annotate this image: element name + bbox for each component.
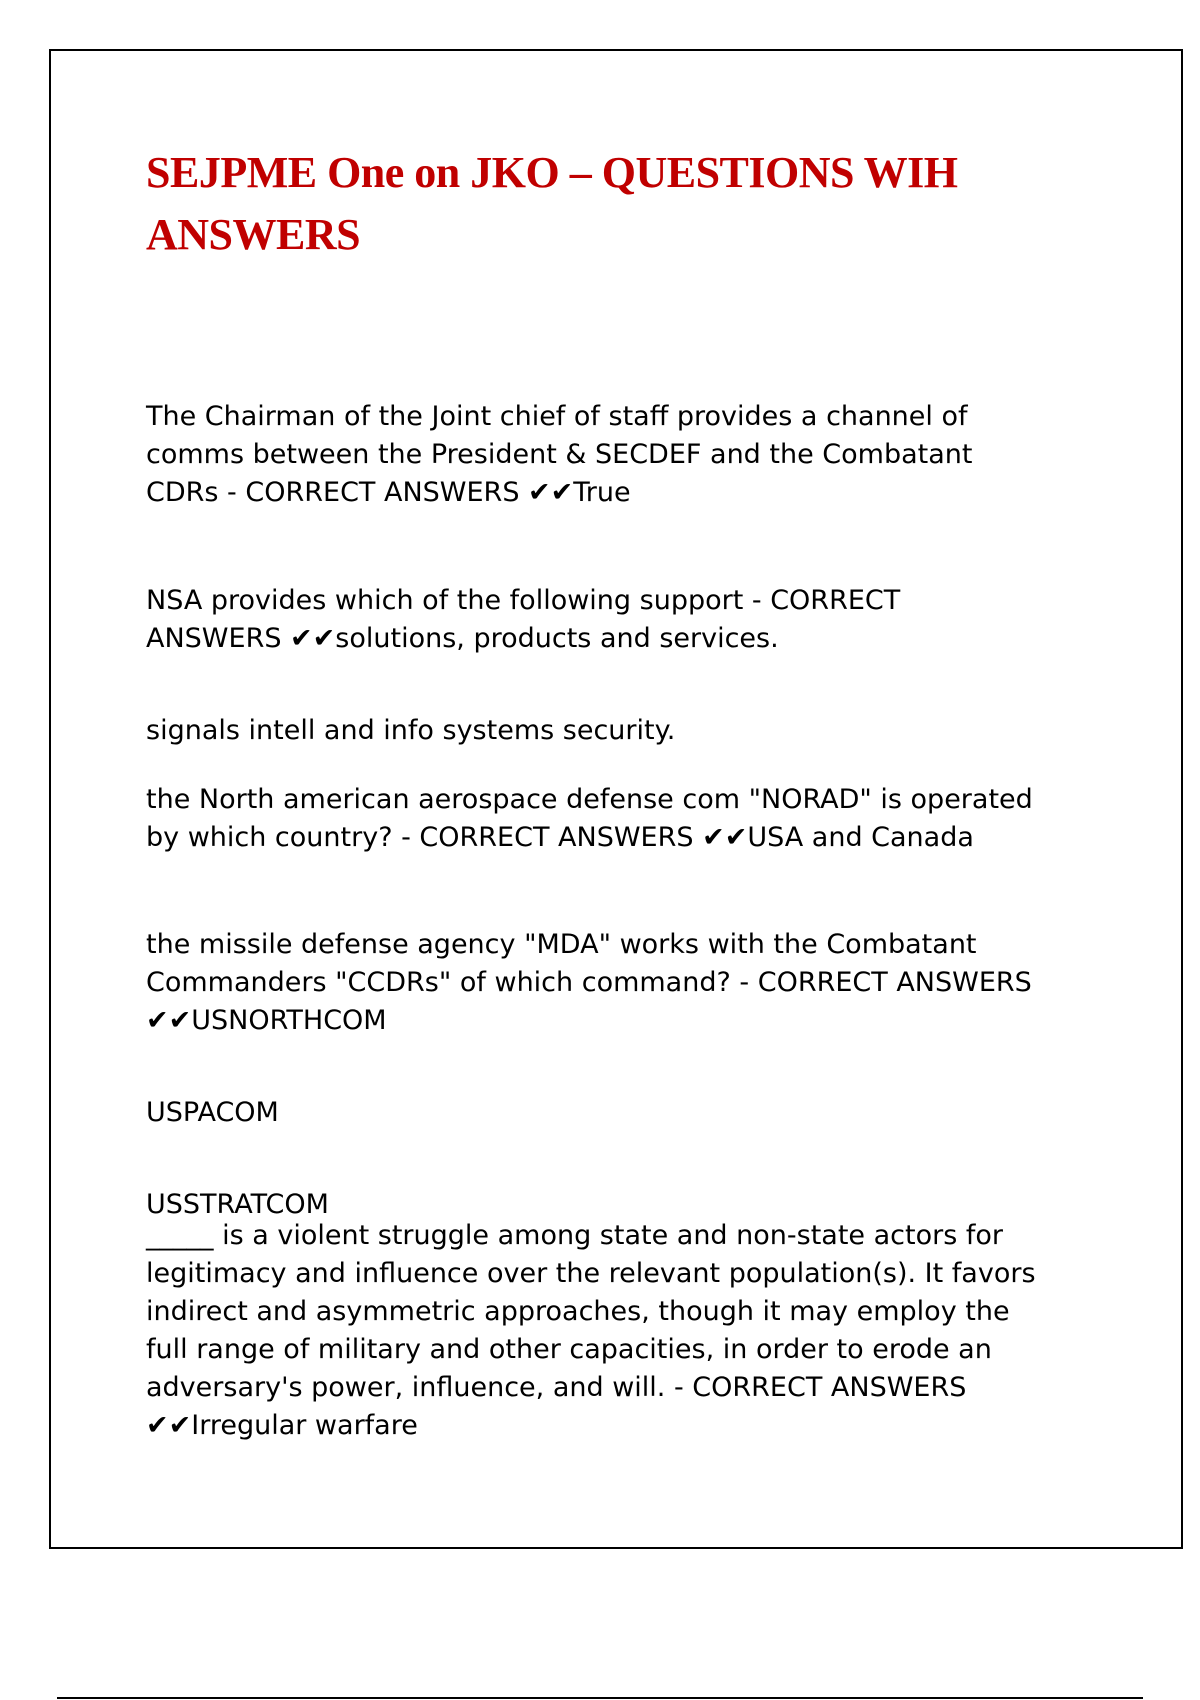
qa-item-3 bbox=[146, 743, 1106, 895]
qa-item-4-extra-2: USSTRATCOM bbox=[146, 1189, 329, 1220]
qa-item-2-extra-1: signals intell and info systems security. bbox=[146, 715, 676, 746]
qa-item-1-text: The Chairman of the Joint chief of staff provides a channel of comms between the President & SECDEF and the Combatant CDRs - CORRECT ANSWERS ✔✔True bbox=[146, 401, 973, 508]
qa-item-3-text: the North american aerospace defense com "NORAD" is operated by which country? - CORRECT ANSWERS ✔✔USA and Canada bbox=[146, 784, 1033, 853]
qa-item-4-extra-1: USPACOM bbox=[146, 1097, 279, 1128]
qa-item-5 bbox=[146, 1179, 1106, 1483]
qa-item-2-text: NSA provides which of the following support - CORRECT ANSWERS ✔✔solutions, products and services. bbox=[146, 585, 901, 654]
qa-item-4-text: the missile defense agency "MDA" works with the Combatant Commanders "CCDRs" of which command? - CORRECT ANSWERS ✔✔USNORTHCOM bbox=[146, 929, 1032, 1036]
bottom-rule bbox=[57, 1697, 1143, 1699]
qa-item-5-text: _____ is a violent struggle among state and non-state actors for legitimacy and influence over the relevant population(s). It favors indirect and asymmetric approaches, though it may employ the full range of military and other capacities, in order to erode an adversary's power, influence, and will. - CORRECT ANSWERS ✔✔Irregular warfare bbox=[146, 1220, 1036, 1441]
qa-item-1 bbox=[146, 360, 1106, 550]
document-title: SEJPME One on JKO – QUESTIONS WIH ANSWERS bbox=[146, 148, 958, 259]
